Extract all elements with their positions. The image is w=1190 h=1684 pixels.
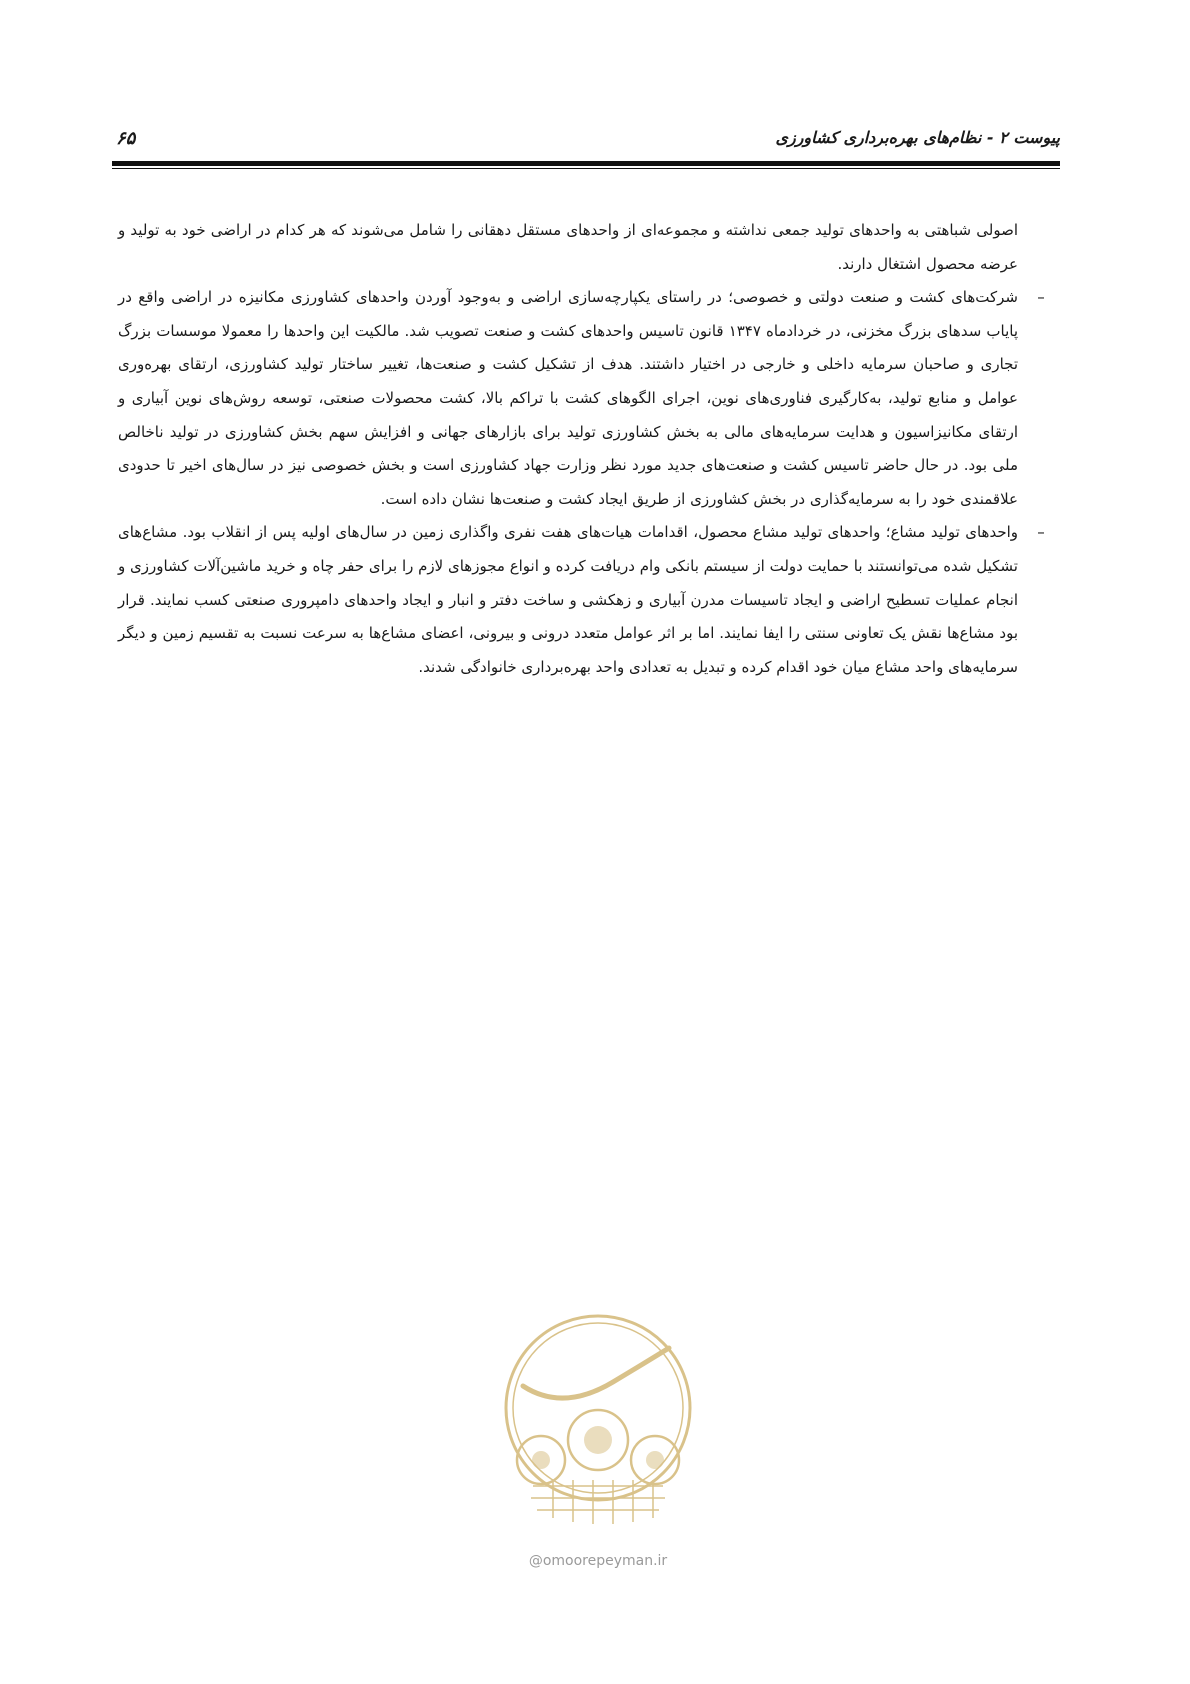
bullet-item-joint-production xyxy=(118,516,1045,684)
header-title: پیوست ۲ - نظام‌های بهره‌برداری کشاورزی xyxy=(775,128,1060,147)
body-text xyxy=(118,214,1045,684)
header-rule-thin xyxy=(112,168,1060,169)
intro-paragraph: اصولی شباهتی به واحدهای تولید جمعی نداشته و مجموعه‌ای از واحدهای مستقل دهقانی را شامل می‌شوند که هر کدام در اراضی خود به تولید و عرضه محصول اشتغال دارند. xyxy=(118,221,1018,273)
page-number: ۶۵ xyxy=(116,128,136,149)
watermark-caption: @omoorepeyman.ir xyxy=(528,1553,668,1569)
bullet-text: واحدهای تولید مشاع؛ واحدهای تولید مشاع محصول، اقدامات هیات‌های هفت نفری واگذاری زمین در سال‌های اولیه پس از انقلاب بود. مشاع‌های تشکیل شده می‌توانستند با حمایت دولت از سیستم بانکی وام دریافت کرده و انواع مجوزهای لازم را برای حفر چاه و خرید ماشین‌آلات کشاورزی و انجام عملیات تسطیح اراضی و ایجاد تاسیسات مدرن آبیاری و زهکشی و ساخت دفتر و انبار و ایجاد واحدهای دامپروری صنعتی کسب نمایند. قرار بود مشاع‌ها نقش یک تعاونی سنتی را ایفا نمایند. اما بر اثر عوامل متعدد درونی و بیرونی، اعضای مشاع‌ها به سرعت نسبت به تقسیم زمین و دیگر سرمایه‌های واحد مشاع میان خود اقدام کرده و تبدیل به تعدادی واحد بهره‌برداری خانوادگی شدند. xyxy=(118,523,1018,676)
bullet-dash: – xyxy=(1037,523,1045,542)
bullet-text: شرکت‌های کشت و صنعت دولتی و خصوصی؛ در راستای یکپارچه‌سازی اراضی و به‌وجود آوردن واحدهای کشاورزی مکانیزه در اراضی واقع در پایاب سدهای بزرگ مخزنی، در خردادماه ۱۳۴۷ قانون تاسیس واحدهای کشت و صنعت تصویب شد. مالکیت این واحدها را معمولا موسسات بزرگ تجاری و صاحبان سرمایه داخلی و خارجی در اختیار داشتند. هدف از تشکیل کشت و صنعت‌ها، تغییر ساختار تولید کشاورزی، ارتقای بهره‌وری عوامل و منابع تولید، به‌کارگیری فناوری‌های نوین، اجرای الگوهای کشت با تراکم بالا، کشت محصولات صنعتی، توسعه روش‌های نوین آبیاری و ارتقای مکانیزاسیون و هدایت سرمایه‌های مالی به بخش کشاورزی تولید برای بازارهای جهانی و افزایش سهم بخش کشاورزی در تولید ناخالص ملی بود. در حال حاضر تاسیس کشت و صنعت‌های جدید مورد نظر وزارت جهاد کشاورزی است و بخش خصوصی نیز در سال‌های اخیر تا حدودی علاقمندی خود را به سرمایه‌گذاری در بخش کشاورزی از طریق ایجاد کشت و صنعت‌ها نشان داده است. xyxy=(118,288,1018,508)
watermark xyxy=(493,1308,703,1569)
running-header xyxy=(112,128,1060,156)
bullet-dash: – xyxy=(1037,288,1045,307)
header-rule-thick xyxy=(112,161,1060,166)
bullet-item-agro-industry xyxy=(118,281,1045,516)
watermark-logo-icon xyxy=(493,1308,703,1548)
